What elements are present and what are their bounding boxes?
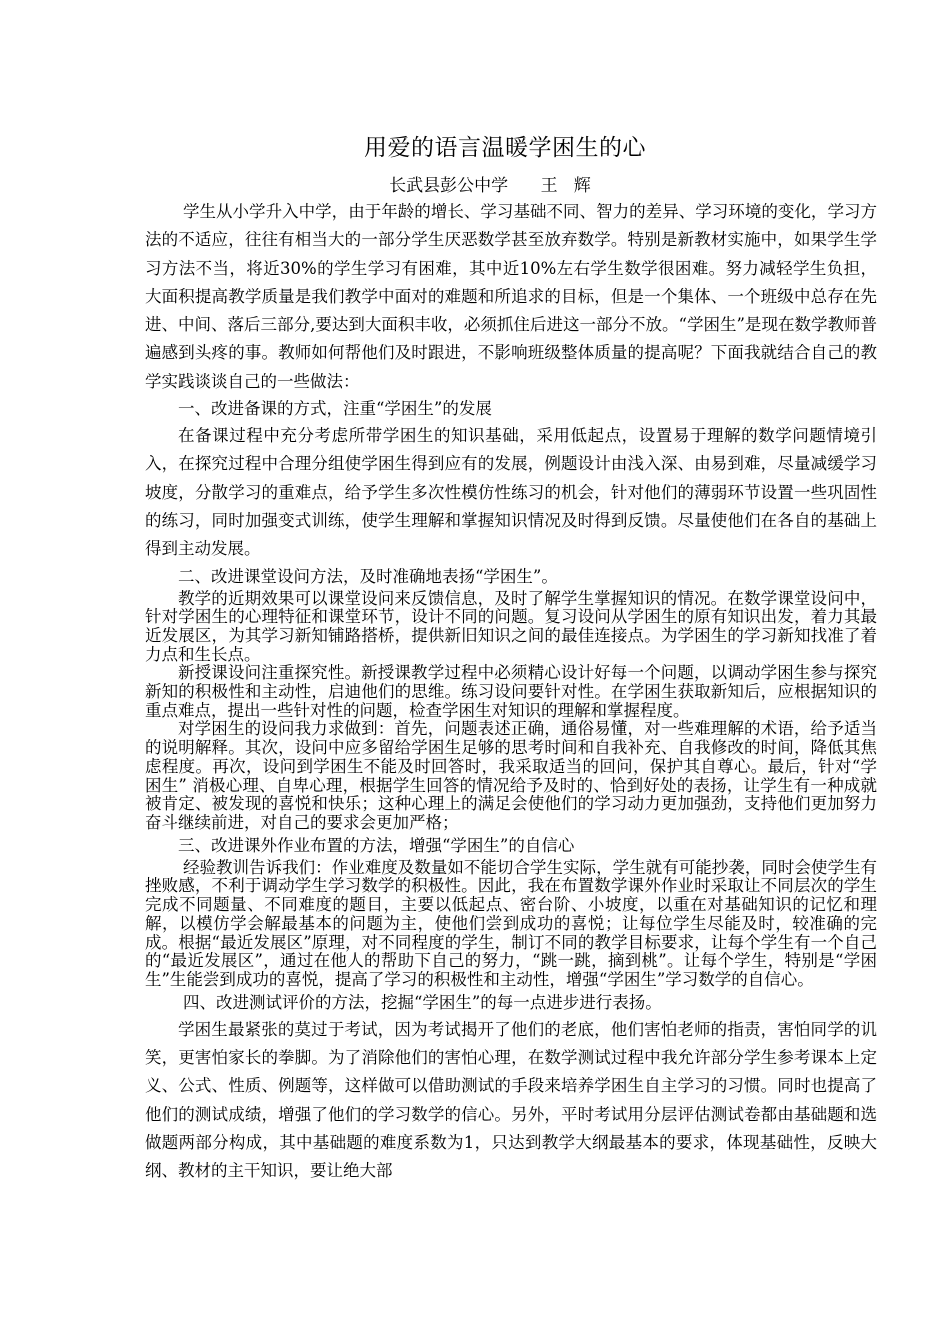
section-heading-2: 二、改进课堂设问方法，及时准确地表扬“学困生”。 — [178, 566, 558, 586]
paragraph-section-2c: 对学困生的设问我力求做到：首先，问题表述正确，通俗易懂，对一些难理解的术语，给予适当的说明解释。其次，设问中应多留给学困生足够的思考时间和自我补充、自我修改的时间，降低其焦虑程度。再次，设问到学困生不能及时回答时，我采取适当的回问，保护其自尊心。最后，针对“学困生” 消极心理、自卑心理，根据学生回答的情况给予及时的、恰到好处的表扬，让学生有一种成就被肯定、被发现的喜悦和快乐；这种心理上的满足会使他们的学习动力更加强劲，支持他们更加努力奋斗继续前进，对自己的要求会更加严格； — [145, 719, 877, 832]
section-heading-1: 一、改进备课的方式，注重“学困生”的发展 — [178, 399, 492, 419]
document-title: 用爱的语言温暖学困生的心 — [364, 135, 646, 161]
paragraph-section-4: 学困生最紧张的莫过于考试，因为考试揭开了他们的老底，他们害怕老师的指责，害怕同学的讥笑，更害怕家长的拳脚。为了消除他们的害怕心理，在数学测试过程中我允许部分学生参考课本上定义、公式、性质、例题等，这样做可以借助测试的手段来培养学困生自主学习的习惯。同时也提高了他们的测试成绩，增强了他们的学习数学的信心。另外，平时考试用分层评估测试卷都由基础题和选做题两部分构成，其中基础题的难度系数为1，只达到教学大纲最基本的要求，体现基础性，反映大纲、教材的主干知识，要让绝大部 — [145, 1019, 877, 1181]
author-line: 长武县彭公中学 王 辉 — [389, 176, 591, 196]
paragraph-section-1: 在备课过程中充分考虑所带学困生的知识基础，采用低起点，设置易于理解的数学问题情境引入，在探究过程中合理分组使学困生得到应有的发展，例题设计由浅入深、由易到难，尽量减缓学习坡度，分散学习的重难点，给予学生多次性模仿性练习的机会，针对他们的薄弱环节设置一些巩固性的练习，同时加强变式训练，使学生理解和掌握知识情况及时得到反馈。尽量使他们在各自的基础上得到主动发展。 — [145, 426, 877, 559]
section-heading-3: 三、改进课外作业布置的方法，增强“学困生”的自信心 — [178, 835, 575, 855]
document-body — [145, 198, 877, 1185]
section-heading-4: 四、改进测试评价的方法，挖掘“学困生”的每一点进步进行表扬。 — [182, 992, 662, 1012]
paragraph-section-2a: 教学的近期效果可以课堂设问来反馈信息，及时了解学生掌握知识的情况。在数学课堂设问中，针对学困生的心理特征和课堂环节，设计不同的问题。复习设问从学困生的原有知识出发，着力其最近发展区，为其学习新知铺路搭桥，提供新旧知识之间的最佳连接点。为学困生的学习新知找准了着力点和生长点。 — [145, 588, 877, 664]
paragraph-intro: 学生从小学升入中学，由于年龄的增长、学习基础不同、智力的差异、学习环境的变化，学习方法的不适应，往往有相当大的一部分学生厌恶数学甚至放弃数学。特别是新教材实施中，如果学生学习方法不当，将近30%的学生学习有困难，其中近10%左右学生数学很困难。努力减轻学生负担，大面积提高教学质量是我们教学中面对的难题和所追求的目标，但是一个集体、一个班级中总存在先进、中间、落后三部分,要达到大面积丰收，必须抓住后进这一部分不放。“学困生”是现在数学教师普遍感到头疼的事。教师如何帮他们及时跟进，不影响班级整体质量的提高呢？下面我就结合自己的教学实践谈谈自己的一些做法： — [145, 202, 877, 391]
paragraph-section-2b: 新授课设问注重探究性。新授课教学过程中必须精心设计好每一个问题，以调动学困生参与探究新知的积极性和主动性，启迪他们的思维。练习设问要针对性。在学困生获取新知后，应根据知识的重点难点，提出一些针对性的问题，检查学困生对知识的理解和掌握程度。 — [145, 663, 877, 720]
paragraph-section-3: 经验教训告诉我们：作业难度及数量如不能切合学生实际，学生就有可能抄袭，同时会使学生有挫败感，不利于调动学生学习数学的积极性。因此，我在布置数学课外作业时采取让不同层次的学生完成不同题量、不同难度的题目，主要以低起点、密台阶、小坡度，以重在对基础知识的记忆和理解，以模仿学会解最基本的问题为主，使他们尝到成功的喜悦；让每位学生尽能及时，较准确的完成。根据“最近发展区”原理，对不同程度的学生，制订不同的教学目标要求，让每个学生有一个自己的“最近发展区”，通过在他人的帮助下自己的努力，“跳一跳，摘到桃”。让每个学生，特别是“学困生”生能尝到成功的喜悦，提高了学习的积极性和主动性，增强“学困生”学习数学的自信心。 — [145, 857, 877, 989]
